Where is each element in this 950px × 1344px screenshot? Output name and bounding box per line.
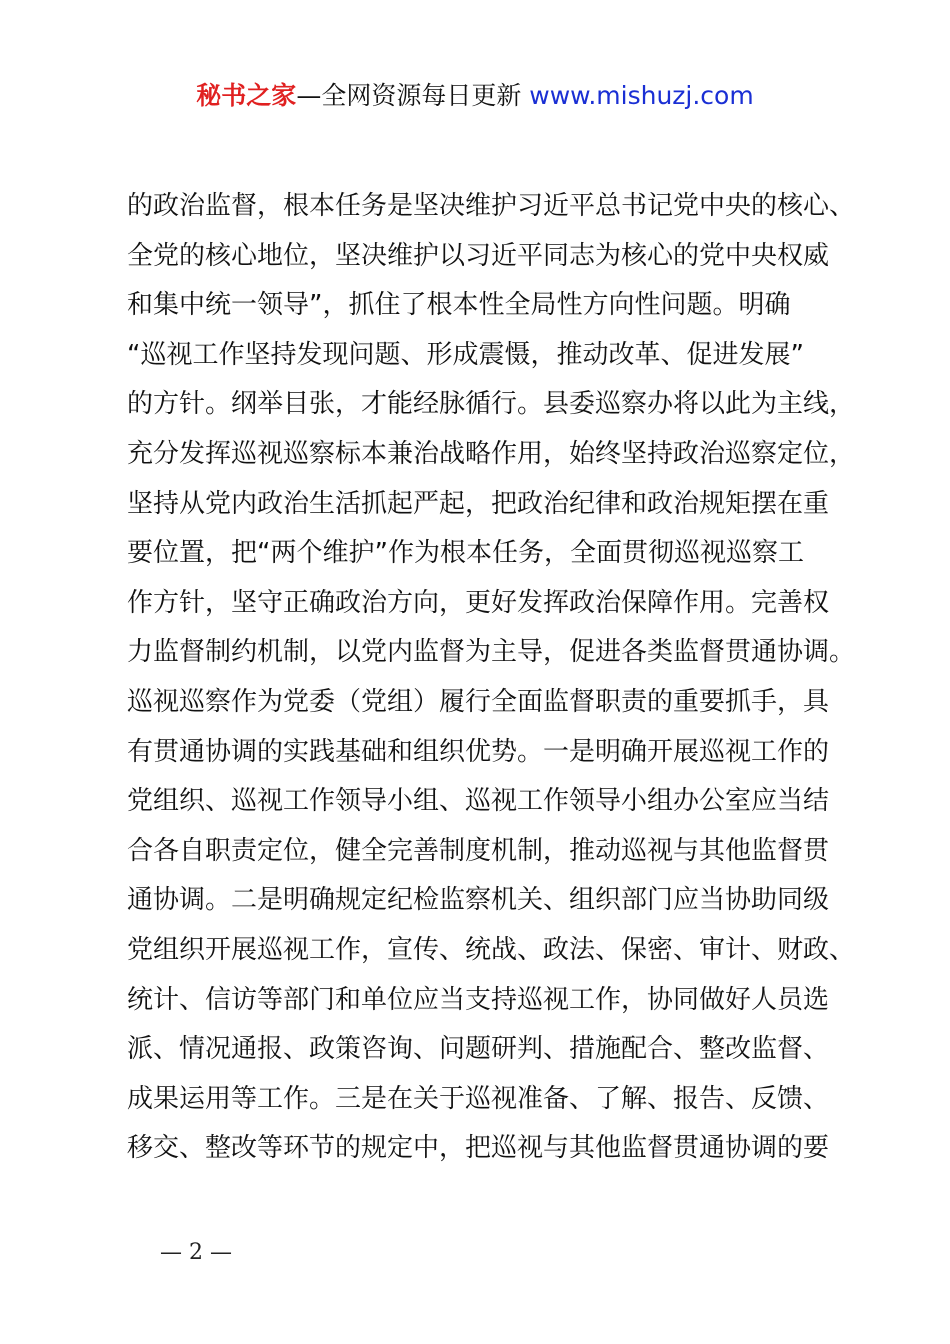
text-line: 合各自职责定位，健全完善制度机制，推动巡视与其他监督贯 — [127, 835, 830, 866]
page-number: — 2 — — [160, 1240, 232, 1265]
text-line: 移交、整改等环节的规定中，把巡视与其他监督贯通协调的要 — [127, 1133, 830, 1164]
text-line: 党组织、巡视工作领导小组、巡视工作领导小组办公室应当结 — [127, 786, 830, 817]
text-line: 充分发挥巡视巡察标本兼治战略作用，始终坚持政治巡察定位， — [127, 438, 856, 469]
text-line: 的政治监督，根本任务是坚决维护习近平总书记党中央的核心、 — [127, 191, 856, 221]
header-tagline: 全网资源每日更新 — [321, 81, 522, 110]
text-line: 和集中统一领导”，抓住了根本性全局性方向性问题。明确 — [127, 290, 791, 321]
text-line: 要位置，把“两个维护”作为根本任务，全面贯彻巡视巡察工 — [127, 538, 804, 569]
text-line: “巡视工作坚持发现问题、形成震慑，推动改革、促进发展” — [127, 339, 804, 370]
text-line: 的方针。纲举目张，才能经脉循行。县委巡察办将以此为主线， — [127, 389, 856, 420]
text-line: 通协调。二是明确规定纪检监察机关、组织部门应当协助同级 — [127, 885, 830, 916]
text-line: 统计、信访等部门和单位应当支持巡视工作，协同做好人员选 — [127, 984, 830, 1015]
site-url-link[interactable]: www.mishuzj.com — [529, 81, 754, 110]
text-line: 党组织开展巡视工作，宣传、统战、政法、保密、审计、财政、 — [127, 934, 856, 965]
brand-name: 秘书之家 — [196, 81, 297, 110]
text-line: 作方针，坚守正确政治方向，更好发挥政治保障作用。完善权 — [127, 587, 830, 618]
header-dash: — — [296, 81, 322, 110]
text-line: 力监督制约机制，以党内监督为主导，促进各类监督贯通协调。 — [127, 637, 856, 668]
text-line: 成果运用等工作。三是在关于巡视准备、了解、报告、反馈、 — [127, 1083, 830, 1114]
text-line: 全党的核心地位，坚决维护以习近平同志为核心的党中央权威 — [127, 240, 830, 271]
text-line: 坚持从党内政治生活抓起严起，把政治纪律和政治规矩摆在重 — [127, 488, 830, 519]
text-line: 巡视巡察作为党委（党组）履行全面监督职责的重要抓手，具 — [127, 686, 830, 717]
text-line: 有贯通协调的实践基础和组织优势。一是明确开展巡视工作的 — [127, 736, 830, 767]
text-line: 派、情况通报、政策咨询、问题研判、措施配合、整改监督、 — [127, 1034, 830, 1065]
document-body — [127, 182, 856, 1174]
site-header — [0, 78, 950, 114]
